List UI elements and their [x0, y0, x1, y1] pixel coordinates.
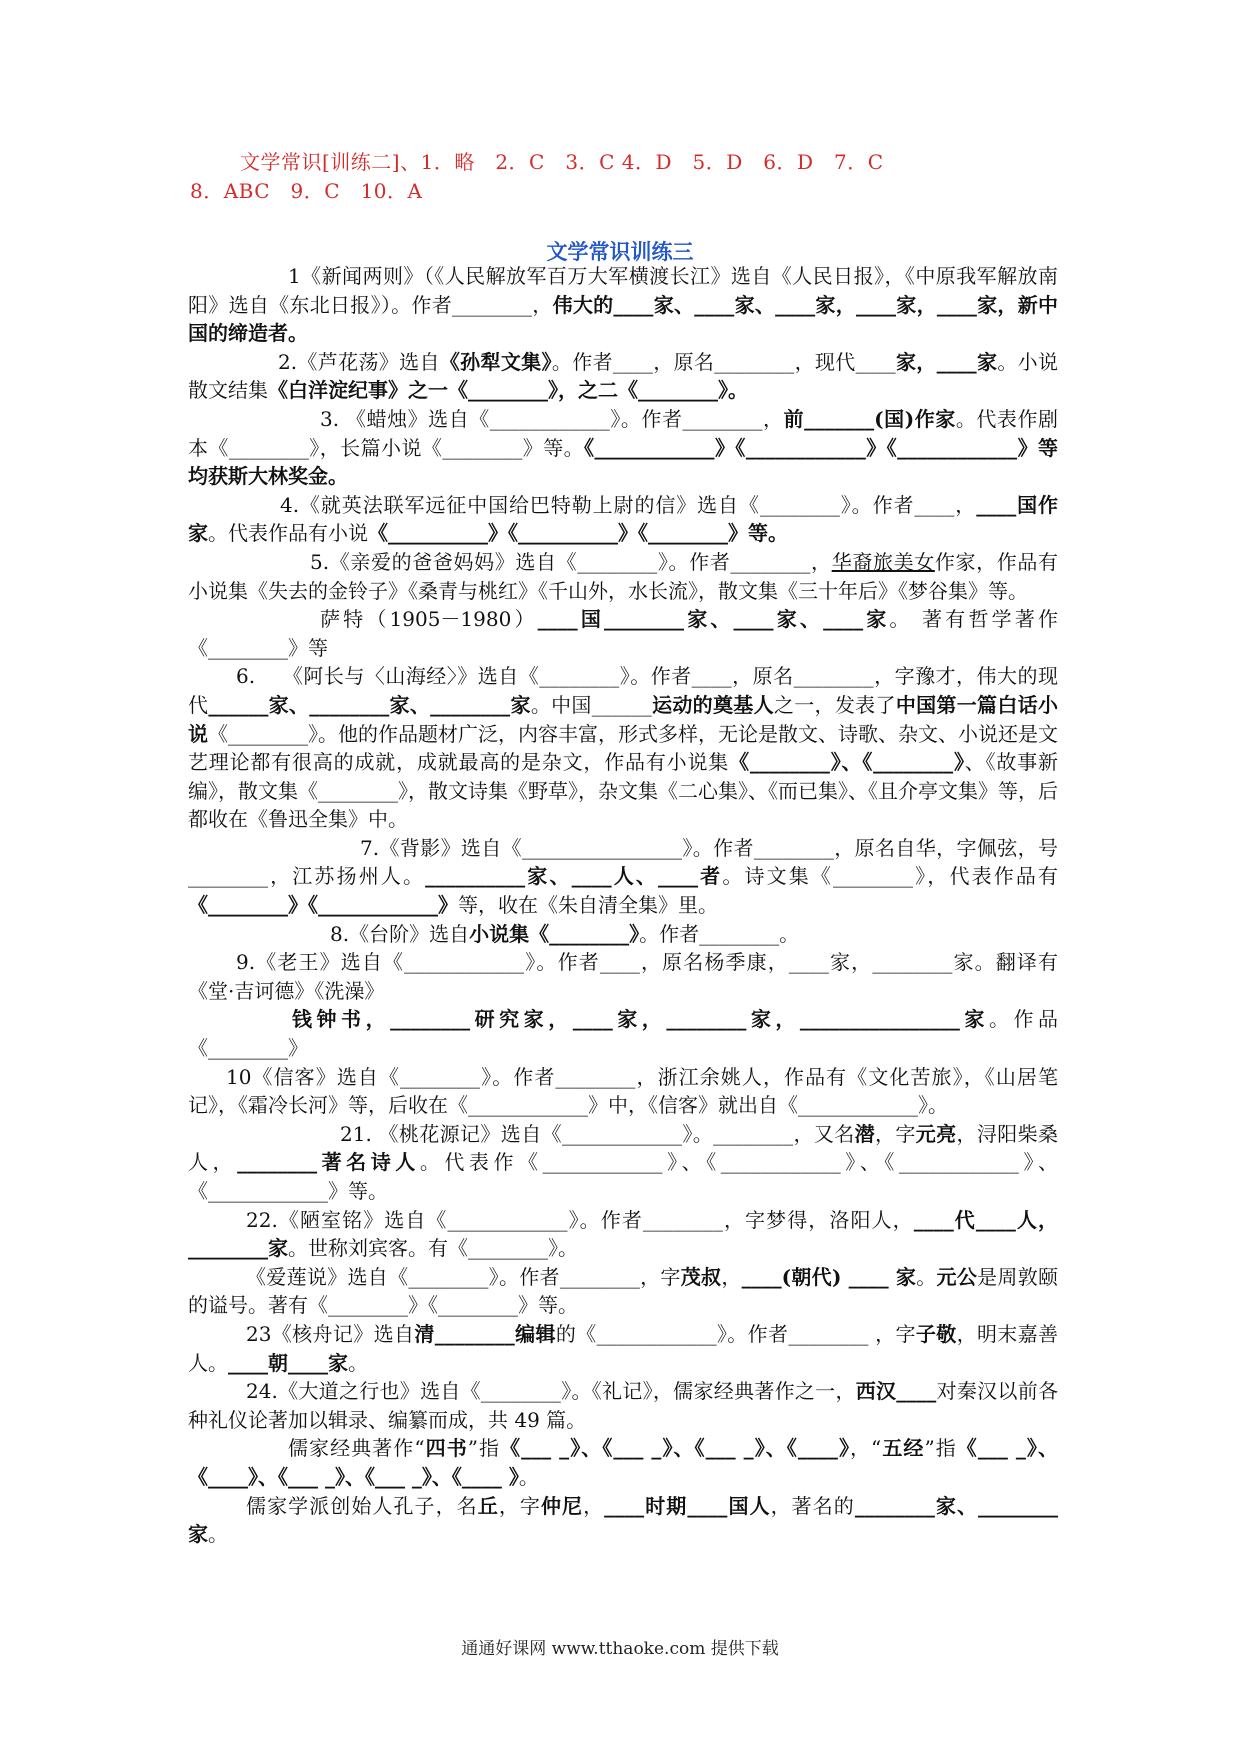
bold-text: 《____________》《____________》《____________》等均获斯大林奖金。 — [188, 435, 1059, 489]
text-segment: 2.《芦花荡》选自 — [278, 349, 440, 374]
text-segment: 儒家学派创始人孔子，名 — [246, 1493, 478, 1518]
bold-text: ____代____人，________家 — [188, 1207, 1058, 1261]
text-segment: 作家，作品有小说集《失去的金铃子》《桑青与桃红》《千山外，水长流》，散文集《三十年后》《梦谷集》等。 — [188, 549, 1058, 603]
text-segment: 1《新闻两则》（《人民解放军百万大军横渡长江》选自《人民日报》，《中原我军解放南阳》选自《东北日报》）。作者________， — [188, 264, 1058, 317]
exercise-paragraph — [188, 1377, 1058, 1434]
bold-text: 丘 — [477, 1493, 499, 1518]
bold-text: ____(朝代) ____ 家 — [741, 1264, 917, 1289]
text-segment: 。 — [208, 1522, 228, 1547]
text-segment: 。作者____，原名________，现代____ — [551, 349, 896, 374]
text-segment: 。世称刘宾客。有《________》。 — [288, 1236, 578, 1261]
bold-text: ________家、________家 — [188, 1493, 1059, 1547]
bold-text: 仲尼 — [540, 1493, 584, 1518]
exercise-paragraph — [188, 1434, 1058, 1491]
text-segment: 、《故事新编》，散文集《________》，散文诗集《野草》，杂文集《二心集》、《而已集》、《且介亭文集》等，后都收在《鲁迅全集》中。 — [188, 750, 1059, 832]
text-segment: 。作者________。 — [639, 921, 800, 946]
text-segment: 。 — [518, 1464, 539, 1489]
bold-text: 子敬 — [915, 1321, 957, 1346]
bold-text: ________著名诗人 — [237, 1150, 420, 1175]
text-segment: 。中国______ — [530, 692, 652, 717]
text-segment: 。小说散文结集 — [188, 349, 1059, 403]
text-segment: 7.《背影》选自《________________》。作者________，原名自华，字佩弦，号________，江苏扬州人。 — [188, 835, 1058, 889]
exercise-paragraph — [188, 662, 1058, 834]
text-segment: ，明末嘉善人。 — [188, 1321, 1059, 1375]
page-title: 文学常识训练三 — [546, 240, 694, 264]
exercise-paragraph — [188, 491, 1058, 548]
bold-text: ____朝____家 — [228, 1350, 348, 1375]
exercise-paragraph — [188, 348, 1058, 405]
text-segment: 。代表作品有小说 — [208, 521, 368, 546]
text-segment: 。作品《________》 — [188, 1007, 1059, 1061]
exercise-paragraph — [188, 1320, 1058, 1377]
text-segment: 5.《亲爱的爸爸妈妈》选自《________》。作者________， — [310, 549, 832, 574]
exercise-paragraph — [188, 920, 1058, 949]
text-segment: 3. 《蜡烛》选自《____________》。作者________， — [320, 406, 784, 431]
text-segment: 。代表作剧本《________》，长篇小说《________》等。 — [188, 406, 1058, 460]
underlined-text: 华裔旅美女 — [831, 549, 935, 574]
text-segment: 。 — [348, 1350, 368, 1375]
bold-text: 茂叔 — [680, 1264, 722, 1289]
bold-text: 《________》、《________》 — [729, 750, 965, 775]
text-segment: 。 著有哲学著作《________》等 — [188, 607, 1059, 660]
bold-text: 运动的奠基人 — [651, 692, 774, 717]
text-segment: 萨特（1905－1980） — [320, 607, 538, 632]
bold-text: 潜 — [854, 1121, 875, 1146]
exercise-paragraph — [188, 1120, 1058, 1206]
text-segment: 是周敦颐的谥号。著有《________》《________》等。 — [188, 1264, 1059, 1318]
answer-key-line-2: 8．ABC 9．C 10．A — [190, 179, 423, 203]
bold-text: 元亮 — [915, 1121, 957, 1146]
bold-text: 小说集《________》 — [469, 921, 640, 946]
bold-text: ______家、________家、________家 — [208, 692, 531, 717]
answer-key — [190, 148, 1070, 206]
text-segment: ”指 — [924, 1436, 957, 1461]
text-segment: ，字 — [874, 1121, 916, 1146]
bold-text: ____国________家、____家、____家 — [537, 607, 890, 632]
text-segment: 8.《台阶》选自 — [330, 921, 470, 946]
bold-text: ____时期____国人 — [604, 1493, 771, 1518]
bold-text: 元公 — [936, 1264, 978, 1289]
exercise-paragraph — [188, 605, 1058, 662]
text-segment: ，著名的 — [770, 1493, 855, 1518]
text-segment: 对秦汉以前各种礼仪论著加以辑录、编纂而成，共 49 篇。 — [188, 1379, 1059, 1432]
text-segment: 6. 《阿长与〈山海经〉》选自《________》。作者____，原名________，字豫才，伟大的现代 — [188, 664, 1058, 717]
bold-text: 伟大的____家、____家、____家，____家，____家，新中国的缔造者。 — [188, 292, 1059, 346]
text-segment: ， — [721, 1264, 742, 1289]
text-segment: ， — [583, 1493, 605, 1518]
text-segment: ，字 — [498, 1493, 541, 1518]
bold-text: 《孙犁文集》 — [439, 349, 552, 374]
bold-text: 《___ _》、《___ _》、《___ _》、《____》 — [500, 1436, 850, 1461]
exercise-paragraph — [188, 1063, 1058, 1120]
text-segment: ，浔阳柴桑人， — [188, 1121, 1059, 1175]
text-segment: 23《核舟记》选自 — [246, 1321, 415, 1346]
text-segment: 21. 《桃花源记》选自《____________》。________，又名 — [340, 1121, 855, 1146]
exercise-paragraph — [188, 948, 1058, 1005]
bold-text: 《___ _》、《____》、《___ _》、《___ _》、《____ 》 — [188, 1436, 1058, 1489]
text-segment: 10《信客》选自《________》。作者________，浙江余姚人，作品有《文化苦旅》，《山居笔记》，《霜冷长河》等，后收在《____________》中，《信客》就出自《____________》。 — [188, 1064, 1058, 1118]
bold-text: 钱钟书，________研究家，____家，________家，________________家 — [292, 1007, 989, 1032]
text-segment: 4.《就英法联军远征中国给巴特勒上尉的信》选自《________》。作者____， — [280, 492, 977, 517]
text-segment: 《________》。他的作品题材广泛，内容丰富，形式多样，无论是散文、诗歌、杂文、小说还是文艺理论都有很高的成就，成就最高的是杂文，作品有小说集 — [188, 721, 1058, 775]
exercise-paragraph — [188, 1263, 1058, 1320]
exercise-paragraph — [188, 405, 1058, 491]
bold-text: ____国作家 — [188, 492, 1058, 546]
text-segment: 。诗文集《________》，代表作品有 — [722, 864, 1059, 889]
text-segment: 的《____________》。作者________ ，字 — [555, 1321, 916, 1346]
text-segment: 24.《大道之行也》选自《________》。《礼记》，儒家经典著作之一， — [246, 1379, 856, 1404]
text-segment: 等，收在《朱自清全集》里。 — [458, 893, 718, 918]
bold-text: 中国第一篇白话小说 — [188, 692, 1058, 746]
exercise-paragraph — [188, 1005, 1058, 1062]
answer-key-line-1: 文学常识[训练二]、1．略 2．C 3．C 4．D 5．D 6．D 7．C — [240, 150, 884, 174]
exercise-body — [188, 262, 1058, 1549]
bold-text: 清________编辑 — [414, 1321, 556, 1346]
exercise-paragraph — [188, 262, 1058, 348]
bold-text: 五经 — [881, 1436, 925, 1461]
bold-text: 《白洋淀纪事》之一《________》，之二《________》。 — [268, 378, 748, 403]
text-segment: ”指 — [467, 1436, 501, 1461]
exercise-paragraph — [188, 834, 1058, 920]
text-segment: 《爱莲说》选自《________》。作者________，字 — [246, 1264, 681, 1289]
text-segment: 之一，发表了 — [773, 692, 896, 717]
bold-text: 前_______(国)作家 — [783, 406, 956, 431]
text-segment: 22.《陋室铭》选自《____________》。作者________，字梦得，洛阳人， — [246, 1207, 914, 1232]
bold-text: 《________》《____________》 — [188, 893, 458, 918]
exercise-paragraph — [188, 1492, 1058, 1549]
exercise-paragraph — [188, 1206, 1058, 1263]
text-segment: 。代表作《____________》、《____________》、《____________》、《____________》等。 — [188, 1150, 1059, 1203]
bold-text: 四书 — [424, 1436, 468, 1461]
text-segment: 。 — [916, 1264, 937, 1289]
bold-text: 西汉____ — [855, 1379, 937, 1404]
text-segment: ，“ — [850, 1436, 882, 1461]
bold-text: 家，____家 — [895, 349, 998, 374]
footer-text: 通通好课网 www.tthaoke.com 提供下载 — [461, 1639, 779, 1659]
text-segment: 9.《老王》选自《____________》。作者____，原名杨季康，____家，________家。翻译有《堂·吉诃德》《洗澡》 — [188, 950, 1058, 1003]
exercise-paragraph — [188, 548, 1058, 605]
text-segment: 儒家经典著作“ — [288, 1436, 425, 1461]
bold-text: __________家、____人、____者 — [425, 864, 723, 889]
bold-text: 《__________》《__________》《________》等。 — [368, 521, 788, 546]
